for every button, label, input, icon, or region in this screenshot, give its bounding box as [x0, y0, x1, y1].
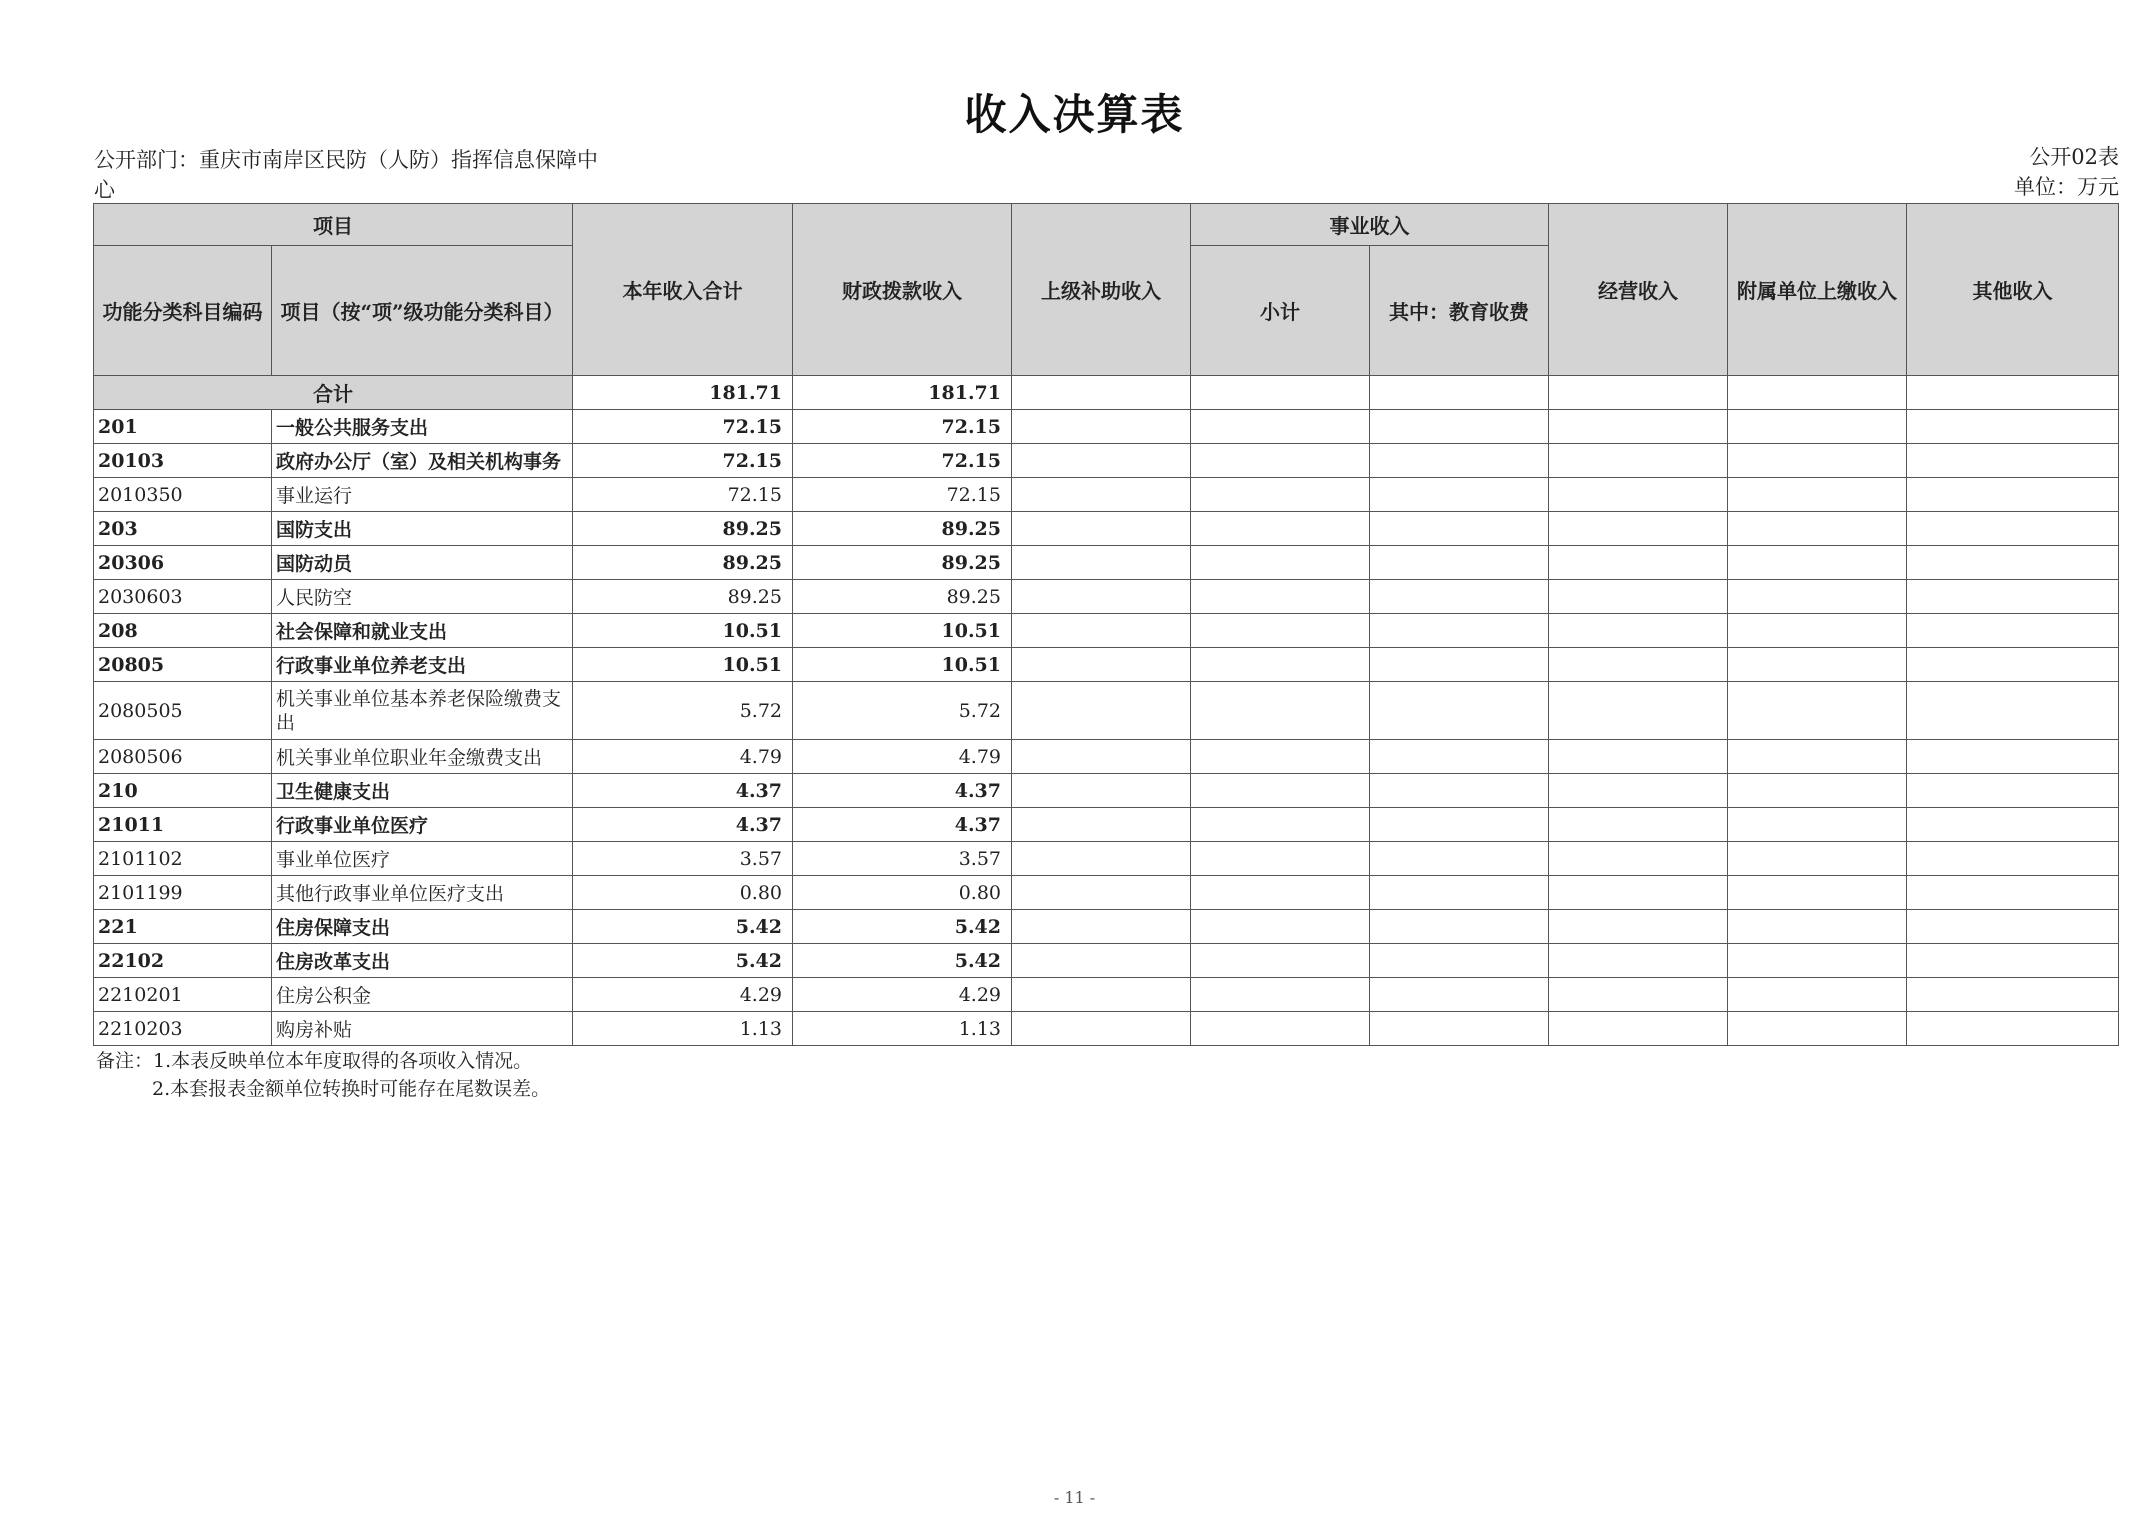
header-business-group: 事业收入 [1191, 204, 1549, 246]
table-row [94, 978, 2119, 1012]
table-row [94, 876, 2119, 910]
empty-cell [1728, 478, 1907, 512]
table-row [94, 682, 2119, 740]
row-fiscal: 5.72 [793, 682, 1012, 740]
row-code: 2010350 [94, 478, 272, 512]
empty-cell [1370, 580, 1549, 614]
empty-cell [1012, 774, 1191, 808]
empty-cell [1728, 1012, 1907, 1046]
empty-cell [1907, 444, 2119, 478]
empty-cell [1907, 648, 2119, 682]
row-total-income: 5.42 [573, 944, 793, 978]
row-total-income: 89.25 [573, 512, 793, 546]
row-code: 2030603 [94, 580, 272, 614]
row-name: 机关事业单位职业年金缴费支出 [272, 740, 573, 774]
header-operating: 经营收入 [1549, 204, 1728, 376]
header-affiliated: 附属单位上缴收入 [1728, 204, 1907, 376]
empty-cell [1370, 944, 1549, 978]
empty-cell [1191, 444, 1370, 478]
empty-cell [1012, 648, 1191, 682]
row-fiscal: 3.57 [793, 842, 1012, 876]
row-total-income: 72.15 [573, 410, 793, 444]
row-code: 2080505 [94, 682, 272, 740]
row-name: 行政事业单位医疗 [272, 808, 573, 842]
empty-cell [1907, 808, 2119, 842]
empty-cell [1191, 512, 1370, 546]
header-other: 其他收入 [1907, 204, 2119, 376]
row-fiscal: 72.15 [793, 478, 1012, 512]
row-name: 购房补贴 [272, 1012, 573, 1046]
empty-cell [1370, 876, 1549, 910]
empty-cell [1549, 580, 1728, 614]
empty-cell [1370, 740, 1549, 774]
empty-cell [1907, 740, 2119, 774]
empty-cell [1012, 614, 1191, 648]
row-code: 22102 [94, 944, 272, 978]
row-name: 住房公积金 [272, 978, 573, 1012]
empty-cell [1728, 842, 1907, 876]
empty-cell [1549, 546, 1728, 580]
table-row [94, 648, 2119, 682]
empty-cell [1728, 410, 1907, 444]
empty-cell [1370, 978, 1549, 1012]
row-code: 20805 [94, 648, 272, 682]
empty-cell [1370, 910, 1549, 944]
row-code: 20103 [94, 444, 272, 478]
row-name: 卫生健康支出 [272, 774, 573, 808]
row-total-income: 10.51 [573, 648, 793, 682]
department-label: 公开部门：重庆市南岸区民防（人防）指挥信息保障中心 [94, 148, 598, 202]
empty-cell [1191, 1012, 1370, 1046]
empty-cell [1012, 944, 1191, 978]
empty-cell [1191, 774, 1370, 808]
table-row [94, 444, 2119, 478]
empty-cell [1549, 774, 1728, 808]
row-fiscal: 5.42 [793, 944, 1012, 978]
row-code: 221 [94, 910, 272, 944]
empty-cell [1549, 876, 1728, 910]
table-row [94, 910, 2119, 944]
row-name: 住房保障支出 [272, 910, 573, 944]
table-row [94, 410, 2119, 444]
empty-cell [1370, 546, 1549, 580]
empty-cell [1370, 648, 1549, 682]
row-code: 203 [94, 512, 272, 546]
row-name: 事业运行 [272, 478, 573, 512]
row-name: 政府办公厅（室）及相关机构事务 [272, 444, 573, 478]
total-row [94, 376, 2119, 410]
table-row [94, 512, 2119, 546]
row-fiscal: 4.29 [793, 978, 1012, 1012]
row-name: 住房改革支出 [272, 944, 573, 978]
row-fiscal: 0.80 [793, 876, 1012, 910]
header-total-income: 本年收入合计 [573, 204, 793, 376]
row-total-income: 89.25 [573, 546, 793, 580]
empty-cell [1549, 910, 1728, 944]
empty-cell [1012, 740, 1191, 774]
empty-cell [1549, 842, 1728, 876]
empty-cell [1907, 682, 2119, 740]
empty-cell [1012, 1012, 1191, 1046]
row-fiscal: 72.15 [793, 410, 1012, 444]
empty-cell [1191, 808, 1370, 842]
table-row [94, 774, 2119, 808]
empty-cell [1907, 546, 2119, 580]
row-code: 2101199 [94, 876, 272, 910]
header-code: 功能分类科目编码 [94, 246, 272, 376]
empty-cell [1012, 580, 1191, 614]
row-total-income: 4.29 [573, 978, 793, 1012]
header-subtotal: 小计 [1191, 246, 1370, 376]
row-code: 20306 [94, 546, 272, 580]
empty-cell [1191, 944, 1370, 978]
row-code: 21011 [94, 808, 272, 842]
empty-cell [1907, 876, 2119, 910]
empty-cell [1728, 512, 1907, 546]
row-fiscal: 4.79 [793, 740, 1012, 774]
total-income-value: 181.71 [573, 376, 793, 410]
empty-cell [1370, 774, 1549, 808]
row-fiscal: 10.51 [793, 648, 1012, 682]
empty-cell [1012, 410, 1191, 444]
empty-cell [1191, 478, 1370, 512]
empty-cell [1549, 978, 1728, 1012]
form-id: 公开02表 [2029, 145, 2119, 169]
form-meta [1819, 142, 2119, 202]
row-total-income: 4.37 [573, 808, 793, 842]
empty-cell [1549, 614, 1728, 648]
row-code: 2210201 [94, 978, 272, 1012]
empty-cell [1549, 478, 1728, 512]
row-name: 国防动员 [272, 546, 573, 580]
empty-cell [1728, 910, 1907, 944]
income-table [93, 203, 2119, 1046]
empty-cell [1370, 1012, 1549, 1046]
row-total-income: 5.42 [573, 910, 793, 944]
table-row [94, 740, 2119, 774]
row-name: 一般公共服务支出 [272, 410, 573, 444]
empty-cell [1370, 682, 1549, 740]
table-row [94, 546, 2119, 580]
row-code: 201 [94, 410, 272, 444]
row-fiscal: 10.51 [793, 614, 1012, 648]
total-label: 合计 [94, 376, 573, 410]
table-row [94, 580, 2119, 614]
row-fiscal: 89.25 [793, 512, 1012, 546]
empty-cell [1549, 410, 1728, 444]
empty-cell [1370, 614, 1549, 648]
header-education-fee: 其中：教育收费 [1370, 246, 1549, 376]
row-total-income: 72.15 [573, 444, 793, 478]
empty-cell [1549, 808, 1728, 842]
row-total-income: 5.72 [573, 682, 793, 740]
row-name: 机关事业单位基本养老保险缴费支出 [272, 682, 573, 740]
empty-cell [1907, 1012, 2119, 1046]
empty-cell [1012, 546, 1191, 580]
empty-cell [1728, 876, 1907, 910]
header-superior-subsidy: 上级补助收入 [1012, 204, 1191, 376]
empty-cell [1012, 876, 1191, 910]
empty-cell [1728, 546, 1907, 580]
row-total-income: 1.13 [573, 1012, 793, 1046]
empty-cell [1191, 648, 1370, 682]
empty-cell [1012, 478, 1191, 512]
row-fiscal: 4.37 [793, 774, 1012, 808]
empty-cell [1191, 842, 1370, 876]
row-code: 2101102 [94, 842, 272, 876]
empty-cell [1191, 682, 1370, 740]
empty-cell [1191, 978, 1370, 1012]
empty-cell [1191, 546, 1370, 580]
empty-cell [1191, 876, 1370, 910]
note-1: 备注：1.本表反映单位本年度取得的各项收入情况。 [96, 1050, 533, 1072]
table-row [94, 944, 2119, 978]
table-row [94, 808, 2119, 842]
table-row [94, 478, 2119, 512]
row-name: 其他行政事业单位医疗支出 [272, 876, 573, 910]
row-fiscal: 72.15 [793, 444, 1012, 478]
row-total-income: 72.15 [573, 478, 793, 512]
empty-cell [1728, 944, 1907, 978]
table-row [94, 614, 2119, 648]
empty-cell [1549, 944, 1728, 978]
empty-cell [1728, 682, 1907, 740]
empty-cell [1370, 444, 1549, 478]
header-fiscal: 财政拨款收入 [793, 204, 1012, 376]
empty-cell [1191, 410, 1370, 444]
empty-cell [1549, 740, 1728, 774]
row-code: 2210203 [94, 1012, 272, 1046]
row-total-income: 10.51 [573, 614, 793, 648]
empty-cell [1907, 512, 2119, 546]
empty-cell [1728, 580, 1907, 614]
row-code: 208 [94, 614, 272, 648]
empty-cell [1370, 512, 1549, 546]
empty-cell [1549, 1012, 1728, 1046]
empty-cell [1728, 978, 1907, 1012]
empty-cell [1907, 774, 2119, 808]
empty-cell [1191, 614, 1370, 648]
row-name: 社会保障和就业支出 [272, 614, 573, 648]
empty-cell [1012, 682, 1191, 740]
header-item-group: 项目 [94, 204, 573, 246]
row-code: 2080506 [94, 740, 272, 774]
empty-cell [1907, 910, 2119, 944]
empty-cell [1370, 808, 1549, 842]
header-name: 项目（按“项”级功能分类科目） [272, 246, 573, 376]
empty-cell [1549, 512, 1728, 546]
empty-cell [1907, 580, 2119, 614]
empty-cell [1907, 842, 2119, 876]
row-name: 事业单位医疗 [272, 842, 573, 876]
empty-cell [1012, 444, 1191, 478]
empty-cell [1907, 944, 2119, 978]
empty-cell [1012, 512, 1191, 546]
row-fiscal: 89.25 [793, 546, 1012, 580]
empty-cell [1370, 842, 1549, 876]
empty-cell [1012, 842, 1191, 876]
empty-cell [1549, 682, 1728, 740]
empty-cell [1907, 614, 2119, 648]
empty-cell [1012, 978, 1191, 1012]
empty-cell [1728, 648, 1907, 682]
row-name: 行政事业单位养老支出 [272, 648, 573, 682]
empty-cell [1191, 580, 1370, 614]
row-code: 210 [94, 774, 272, 808]
empty-cell [1370, 410, 1549, 444]
empty-cell [1728, 740, 1907, 774]
page-number: - 11 - [1053, 1488, 1096, 1507]
empty-cell [1728, 444, 1907, 478]
empty-cell [1728, 774, 1907, 808]
row-fiscal: 89.25 [793, 580, 1012, 614]
table-row [94, 842, 2119, 876]
row-fiscal: 1.13 [793, 1012, 1012, 1046]
row-total-income: 4.79 [573, 740, 793, 774]
empty-cell [1370, 478, 1549, 512]
row-fiscal: 5.42 [793, 910, 1012, 944]
table-row [94, 1012, 2119, 1046]
note-2: 2.本套报表金额单位转换时可能存在尾数误差。 [152, 1078, 551, 1100]
row-fiscal: 4.37 [793, 808, 1012, 842]
page-title: 收入决算表 [964, 90, 1185, 139]
total-fiscal-value: 181.71 [793, 376, 1012, 410]
row-total-income: 0.80 [573, 876, 793, 910]
empty-cell [1191, 740, 1370, 774]
empty-cell [1549, 648, 1728, 682]
empty-cell [1549, 444, 1728, 478]
row-total-income: 3.57 [573, 842, 793, 876]
empty-cell [1907, 478, 2119, 512]
empty-cell [1728, 808, 1907, 842]
empty-cell [1728, 614, 1907, 648]
row-name: 人民防空 [272, 580, 573, 614]
empty-cell [1012, 808, 1191, 842]
empty-cell [1191, 910, 1370, 944]
row-total-income: 89.25 [573, 580, 793, 614]
row-name: 国防支出 [272, 512, 573, 546]
empty-cell [1907, 978, 2119, 1012]
unit-label: 单位：万元 [2014, 175, 2119, 199]
empty-cell [1012, 910, 1191, 944]
row-total-income: 4.37 [573, 774, 793, 808]
notes [96, 1047, 550, 1103]
empty-cell [1907, 410, 2119, 444]
